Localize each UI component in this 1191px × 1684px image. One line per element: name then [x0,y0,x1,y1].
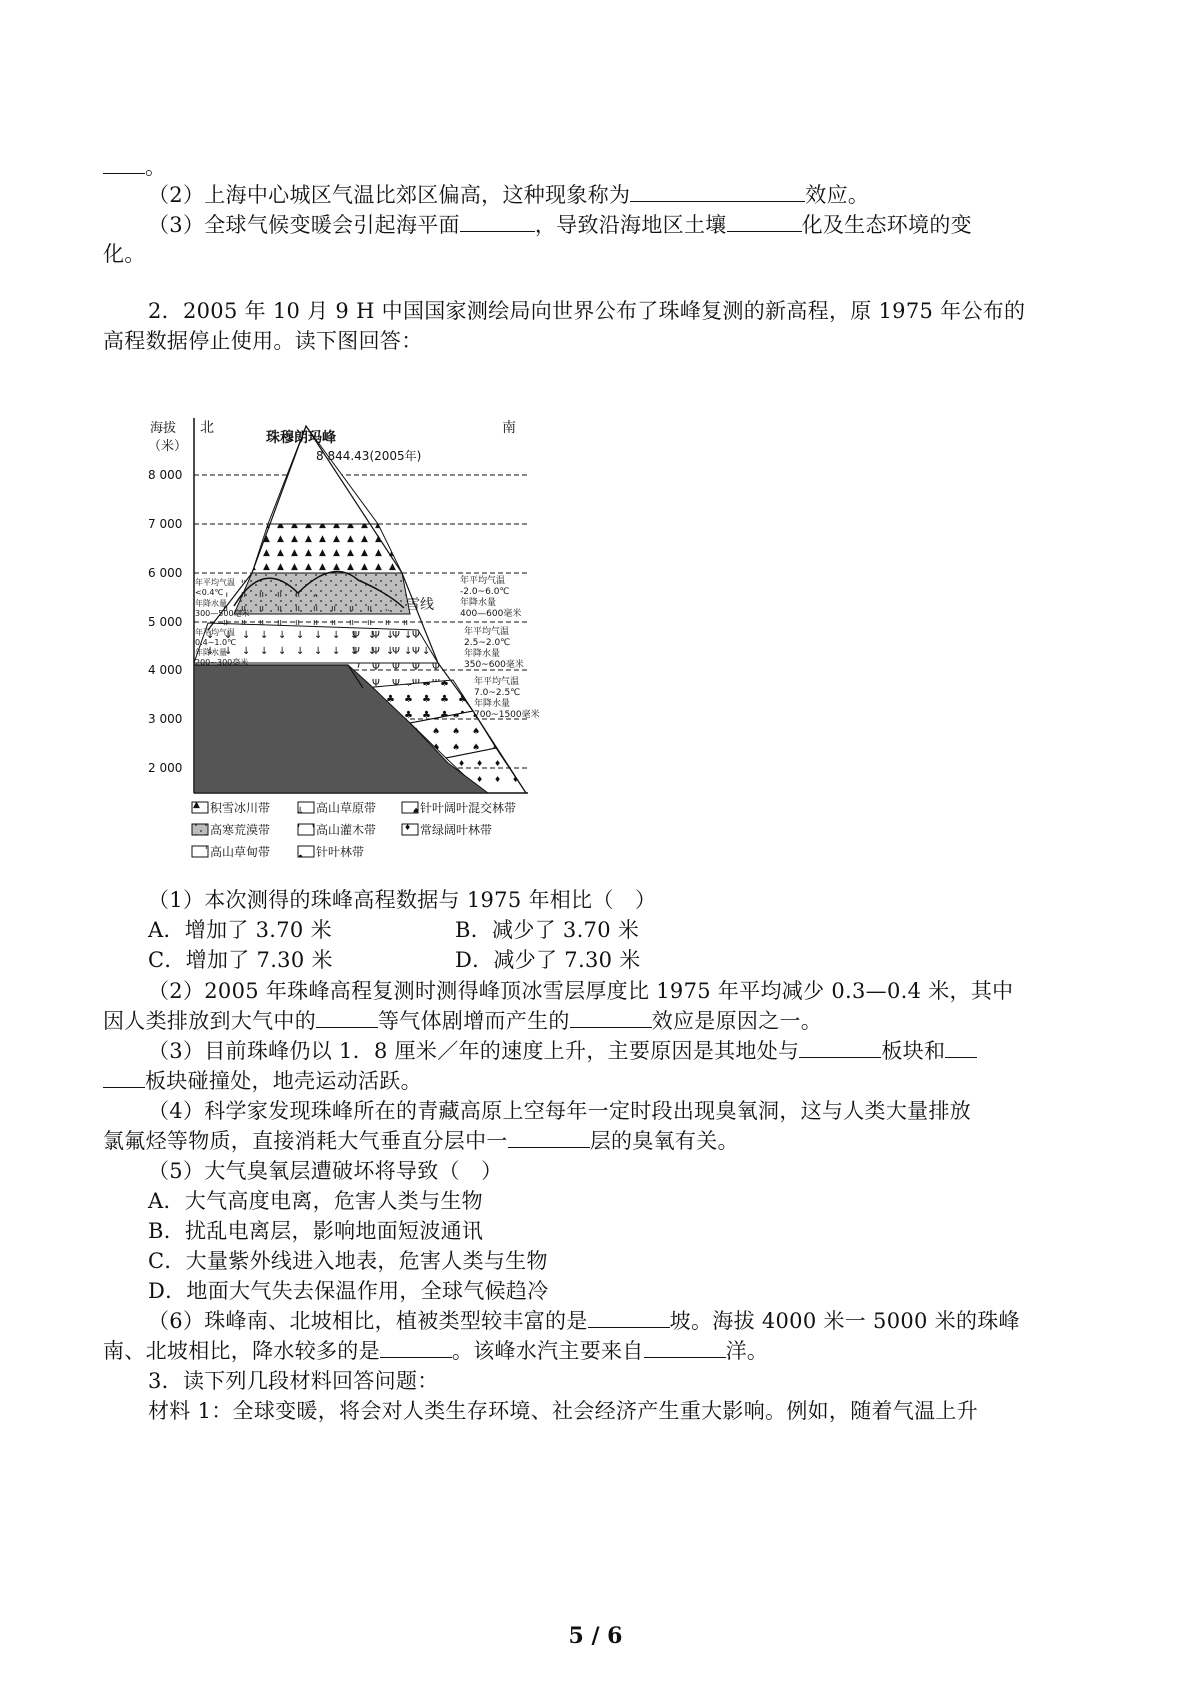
climate-text: 2.5~2.0℃ [464,638,511,648]
text: 等气体剧增而产生的 [378,1009,570,1033]
south-climate-3 [474,675,540,720]
text: 洋。 [725,1339,769,1363]
blank [570,1007,652,1028]
text: 板块和 [881,1039,946,1063]
tick-label: 3 000 [148,712,183,726]
legend-label: 针叶阔叶混交林带 [420,801,517,815]
text: 因人类排放到大气中的 [103,1009,316,1033]
climate-text: <0.4℃ [195,588,224,597]
tick-label: 8 000 [148,468,183,482]
blank [727,211,802,232]
s5-option-a: A．大气高度电离，危害人类与生物 [148,1189,483,1213]
s3-line-2 [103,1067,422,1095]
tick-label: 4 000 [148,663,183,677]
text: （3）全球气候变暖会引起海平面 [148,213,460,237]
q3: 3．读下列几段材料回答问题： [148,1369,439,1393]
climate-text: 年平均气温 [460,576,506,586]
north-label: 北 [200,420,214,436]
peak-height: 8 844.43(2005年) [316,449,422,463]
south-label: 南 [502,420,516,436]
page-number: 5 / 6 [568,1623,623,1649]
south-climate-1 [460,574,521,619]
blank [945,1037,977,1058]
blank [799,1037,881,1058]
s1-option-c: C．增加了 7.30 米 [148,948,333,972]
text: 板块碰撞处，地壳运动活跃。 [145,1069,422,1093]
s1-option-d: D．减少了 7.30 米 [455,948,641,972]
climate-text: 年降水量 [195,648,227,657]
text: 坡。海拔 4000 米一 5000 米的珠峰 [669,1309,1020,1333]
text: 。该峰水汽主要来自 [451,1339,644,1363]
q1-3-cont: 化。 [103,242,146,266]
peak-name: 珠穆朗玛峰 [266,430,336,446]
blank [588,1307,670,1328]
blank [380,1337,452,1358]
tick-label: 6 000 [148,566,183,580]
s1-option-a: A．增加了 3.70 米 [148,918,332,942]
q1-2 [148,181,869,209]
s5-option-c: C．大量紫外线进入地表，危害人类与生物 [148,1249,548,1273]
legend-label: 常绿阔叶林带 [420,823,493,837]
s2-line-1: （2）2005 年珠峰高程复测时测得峰顶冰雪层厚度比 1975 年平均减少 0.3—0.4 米，其中 [148,979,1014,1003]
text: 效应。 [805,183,870,207]
climate-text: 350~600毫米 [464,660,524,670]
blank [103,1067,145,1088]
q2-intro-1: 2．2005 年 10 月 9 H 中国国家测绘局向世界公布了珠峰复测的新高程，原 1975 年公布的 [148,299,1026,323]
climate-text: 年降水量 [474,699,511,709]
tick-label: 7 000 [148,517,183,531]
text: ，导致沿海地区土壤 [534,213,727,237]
blank [316,1007,378,1028]
text: 层的臭氧有关。 [589,1129,739,1153]
text: 效应是原因之一。 [651,1009,823,1033]
axis-unit: （米） [148,439,188,454]
text: （2）上海中心城区气温比郊区偏高，这种现象称为 [148,183,631,207]
blank [460,211,535,232]
south-climate-2 [464,625,524,670]
y-ticks [148,468,182,775]
climate-text: 年降水量 [195,599,227,608]
text: 化及生态环境的变 [801,213,972,237]
legend-label: 高山草甸带 [210,845,271,859]
blank [630,181,805,202]
legend-label: 积雪冰川带 [210,801,271,815]
tick-label: 5 000 [148,615,183,629]
text: 。 [145,155,167,179]
s1: （1）本次测得的珠峰高程数据与 1975 年相比（ ） [148,888,657,912]
s4-line-1: （4）科学家发现珠峰所在的青藏高原上空每年一定时段出现臭氧洞，这与人类大量排放 [148,1099,972,1123]
climate-text: 年平均气温 [195,578,235,587]
blank [644,1337,726,1358]
climate-text: 300—500毫米 [195,609,250,618]
text: （6）珠峰南、北坡相比，植被类型较丰富的是 [148,1309,588,1333]
s5: （5）大气臭氧层遭破坏将导致（ ） [148,1159,503,1183]
s5-option-d: D．地面大气失去保温作用，全球气候趋冷 [148,1279,549,1303]
s3-line-1 [148,1037,977,1065]
s1-option-b: B．减少了 3.70 米 [455,918,640,942]
climate-text: 0.4~1.0℃ [195,638,237,647]
climate-text: 年降水量 [460,598,497,608]
climate-text: 700~1500毫米 [474,710,540,720]
text: 氯氟烃等物质，直接消耗大气垂直分层中一 [103,1129,508,1153]
climate-text: 年降水量 [464,649,501,659]
material-1: 材料 1：全球变暖，将会对人类生存环境、社会经济产生重大影响。例如，随着气温上升 [148,1399,979,1423]
blank [508,1127,590,1148]
q1-3 [148,211,972,239]
climate-text: 年平均气温 [474,677,520,687]
legend-label: 高山草原带 [316,801,377,815]
s2-line-2 [103,1007,822,1035]
q2-intro-2: 高程数据停止使用。读下图回答： [103,329,423,353]
climate-text: -2.0~6.0℃ [460,587,510,597]
s4-line-2 [103,1127,739,1155]
legend-label: 针叶林带 [316,845,365,859]
answer-line-1 [103,153,166,181]
climate-text: 年平均气温 [464,627,510,637]
climate-text: 7.0~2.5℃ [474,688,521,698]
snow-glacier-zone [252,524,402,573]
blank [103,153,145,174]
climate-text: 年平均气温 [195,628,235,637]
s6-line-1 [148,1307,1020,1335]
text: 南、北坡相比，降水较多的是 [103,1339,380,1363]
snowline-label: 雪线 [406,597,434,613]
s5-option-b: B．扰乱电离层，影响地面短波通讯 [148,1219,484,1243]
s6-line-2 [103,1337,768,1365]
climate-text: 400—600毫米 [460,609,522,619]
everest-vegetation-diagram [148,418,600,938]
climate-text: 200~300毫米 [195,658,249,667]
axis-title: 海拔 [150,421,177,436]
text: （3）目前珠峰仍以 1．8 厘米／年的速度上升，主要原因是其地处与 [148,1039,800,1063]
legend [192,800,516,859]
legend-label: 高寒荒漠带 [210,823,271,837]
tick-label: 2 000 [148,761,183,775]
legend-label: 高山灌木带 [316,823,377,837]
